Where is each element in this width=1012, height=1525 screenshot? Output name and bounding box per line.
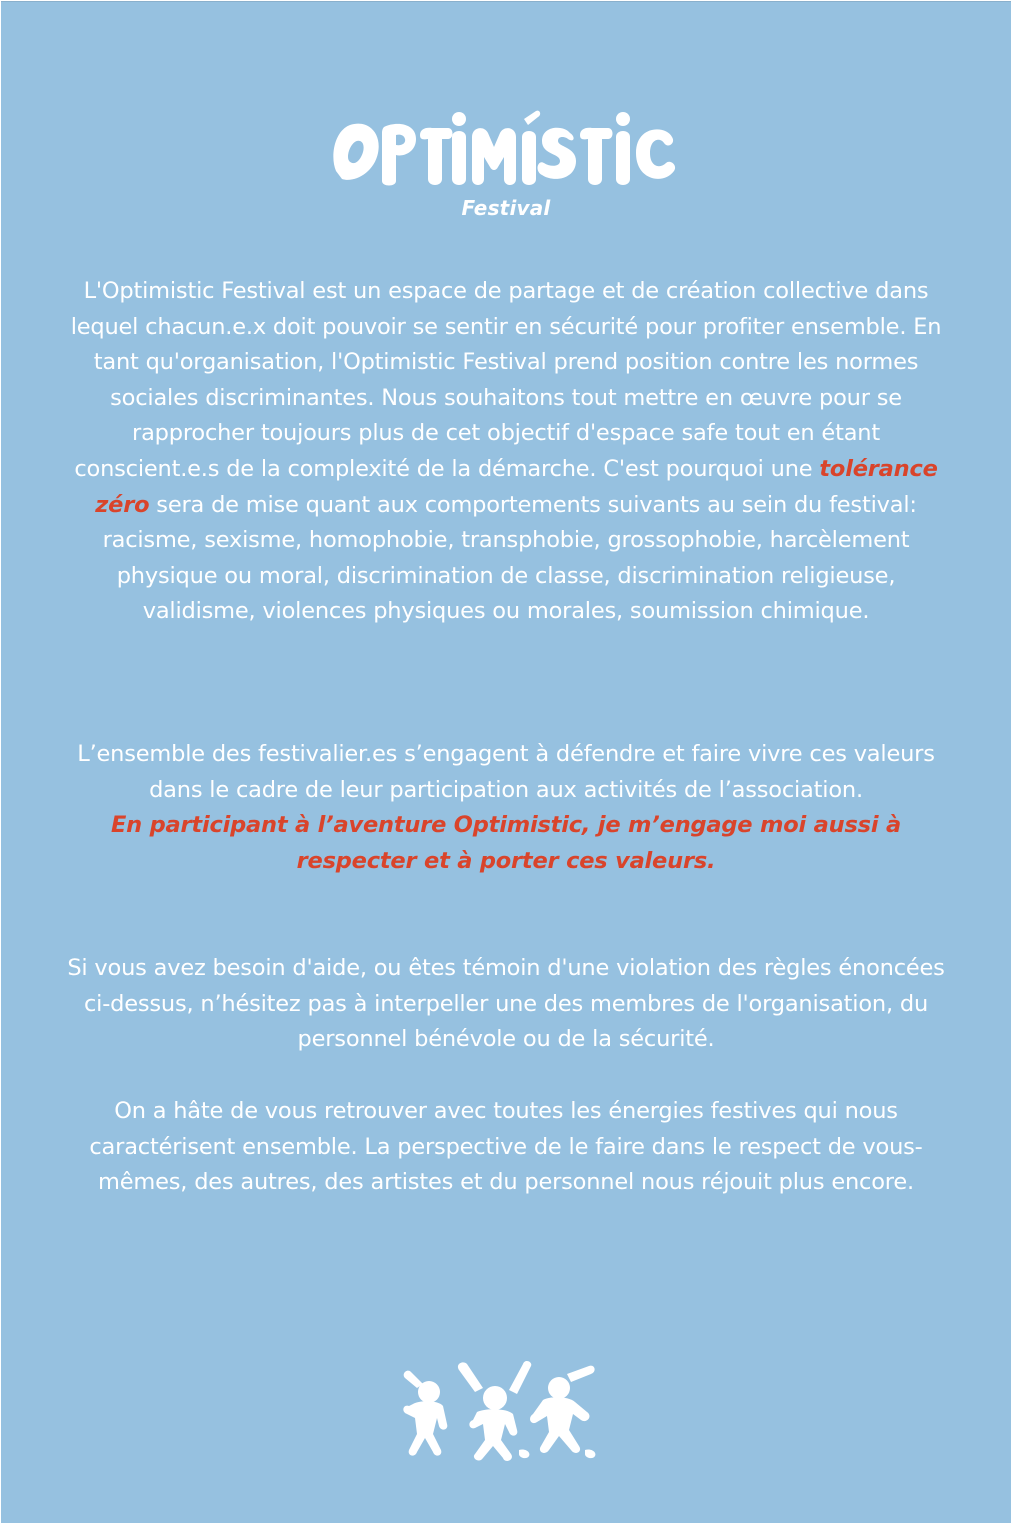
page (1, 1, 1011, 1523)
commitment-paragraph (65, 737, 947, 879)
help-paragraph: Si vous avez besoin d'aide, ou êtes témoin d'une violation des règles énoncées ci-dessus, n’hésitez pas à interpeller une des membres de l'organisation, du personnel bénévole ou de la sécurité. (67, 955, 945, 1053)
charter-intro-continuation: sera de mise quant aux comportements suivants au sein du festival: racisme, sexisme, homophobie, transphobie, grossophobie, harcèlement physique ou moral, discrimination de classe, discrimination religieuse, validisme, violences physiques ou morales, soumission chimique. (102, 491, 917, 625)
optimistic-wordmark-logo (326, 97, 686, 197)
zero-tolerance-highlight: tolérance zéro (95, 455, 938, 518)
commitment-text: L’ensemble des festivalier.es s’engagent à défendre et faire vivre ces valeurs dans le cadre de leur participation aux activités de l’association. (77, 741, 935, 803)
dancing-figures-icon (399, 1354, 603, 1464)
logo-subtitle: Festival (461, 196, 551, 220)
charter-intro-paragraph (65, 274, 947, 630)
charter-intro-text: L'Optimistic Festival est un espace de partage et de création collective dans lequel chacun.e.x doit pouvoir se sentir en sécurité pour profiter ensemble. En tant qu'organisation, l'Optimistic Festival prend position contre les normes sociales discriminantes. Nous souhaitons tout mettre en œuvre pour se rapprocher toujours plus de cet objectif d'espace safe tout en étant conscient.e.s de la complexité de la démarche. C'est pourquoi une (70, 278, 942, 482)
closing-paragraph: On a hâte de vous retrouver avec toutes les énergies festives qui nous caractérisent ensemble. La perspective de le faire dans le respect de vous-mêmes, des autres, des artistes et du personnel nous réjouit plus encore. (89, 1098, 923, 1196)
pledge-statement: En participant à l’aventure Optimistic, je m’engage moi aussi à respecter et à porter ces valeurs. (111, 812, 901, 874)
festival-logo (1, 97, 1011, 220)
